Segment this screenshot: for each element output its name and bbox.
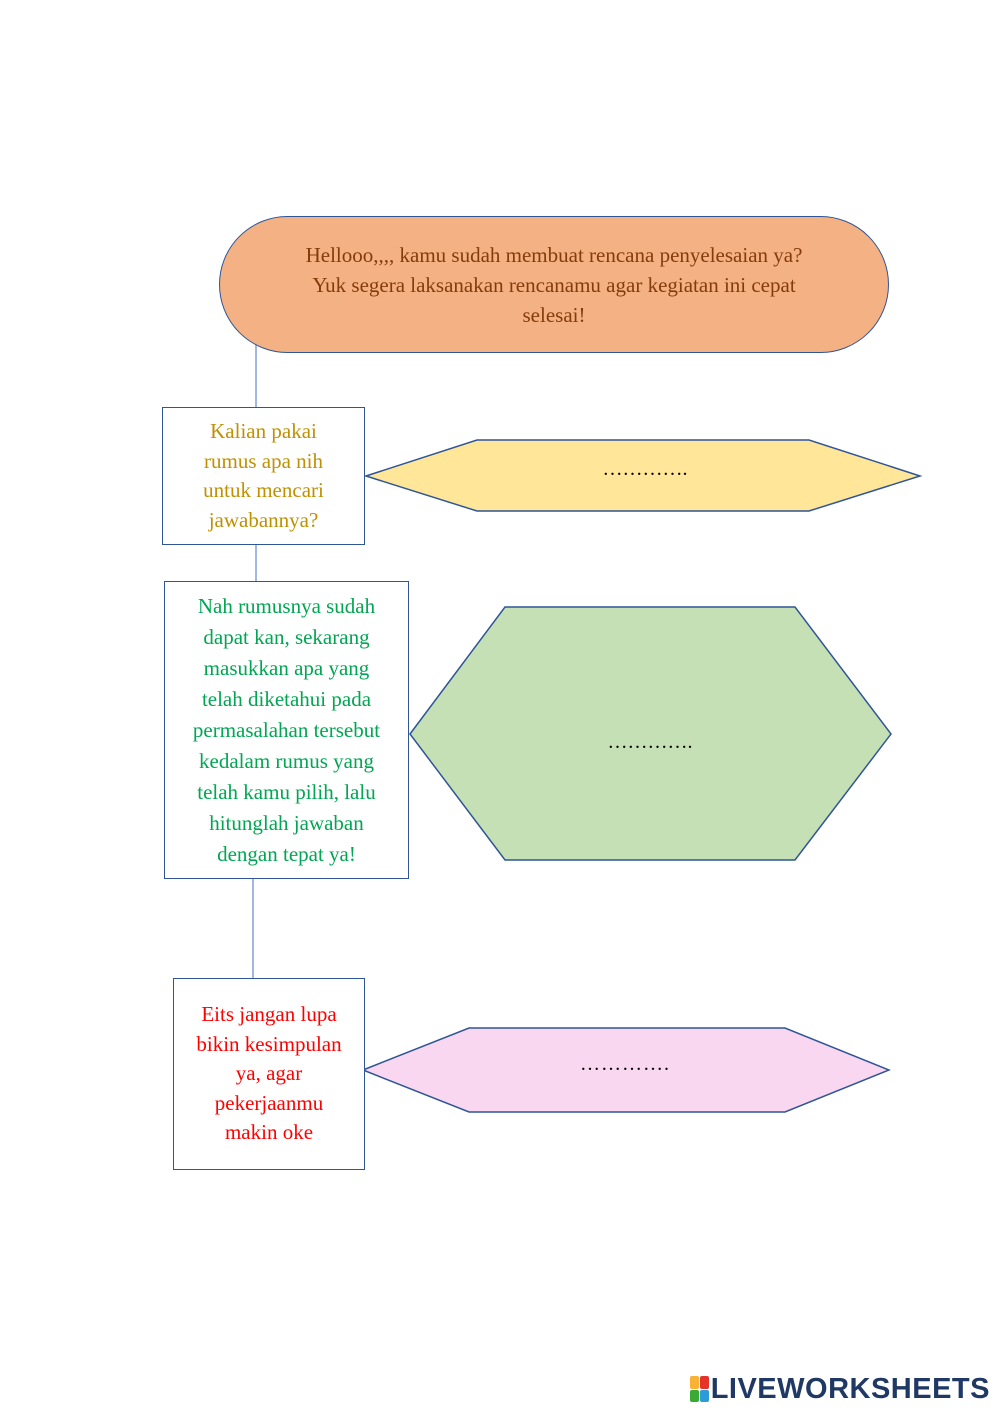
prompt-line: telah diketahui pada [201, 686, 372, 711]
intro-line: Hellooo,,,, kamu sudah membuat rencana penyelesaian ya? [305, 242, 803, 267]
liveworksheets-logo-icon [690, 1376, 709, 1402]
prompt-line: pekerjaanmu [214, 1090, 324, 1115]
prompt-box-conclusion [173, 978, 365, 1170]
prompt-line: rumus apa nih [204, 448, 323, 473]
prompt-line: jawabannya? [208, 507, 319, 532]
prompt-line: telah kamu pilih, lalu [197, 779, 376, 804]
brand-name: LIVEWORKSHEETS [710, 1372, 990, 1405]
answer-placeholder-conclusion[interactable]: …………. [580, 1053, 670, 1075]
answer-placeholder-formula[interactable]: …………. [602, 458, 688, 480]
prompt-text [193, 591, 380, 870]
prompt-line: kedalam rumus yang [199, 748, 374, 773]
liveworksheets-brand [690, 1372, 990, 1406]
intro-line: selesai! [522, 302, 586, 327]
prompt-box-formula [162, 407, 365, 545]
prompt-line: Kalian pakai [210, 419, 317, 443]
prompt-line: ya, agar [235, 1061, 303, 1086]
prompt-line: untuk mencari [203, 478, 324, 502]
prompt-box-calculation [164, 581, 409, 879]
prompt-text [196, 1000, 341, 1148]
prompt-line: Nah rumusnya sudah [197, 593, 376, 618]
prompt-line: dapat kan, sekarang [203, 624, 370, 649]
prompt-line: masukkan apa yang [203, 655, 370, 680]
prompt-line: bikin kesimpulan [196, 1031, 342, 1056]
prompt-line: dengan tepat ya! [217, 841, 356, 866]
prompt-line: hitunglah jawaban [209, 810, 364, 835]
intro-line: Yuk segera laksanakan rencanamu agar kegiatan ini cepat [312, 272, 796, 297]
prompt-text [203, 417, 324, 535]
prompt-line: permasalahan tersebut [192, 717, 381, 742]
prompt-line: Eits jangan lupa [201, 1002, 337, 1027]
prompt-line: makin oke [224, 1120, 314, 1145]
answer-placeholder-calculation[interactable]: …………. [607, 731, 693, 753]
